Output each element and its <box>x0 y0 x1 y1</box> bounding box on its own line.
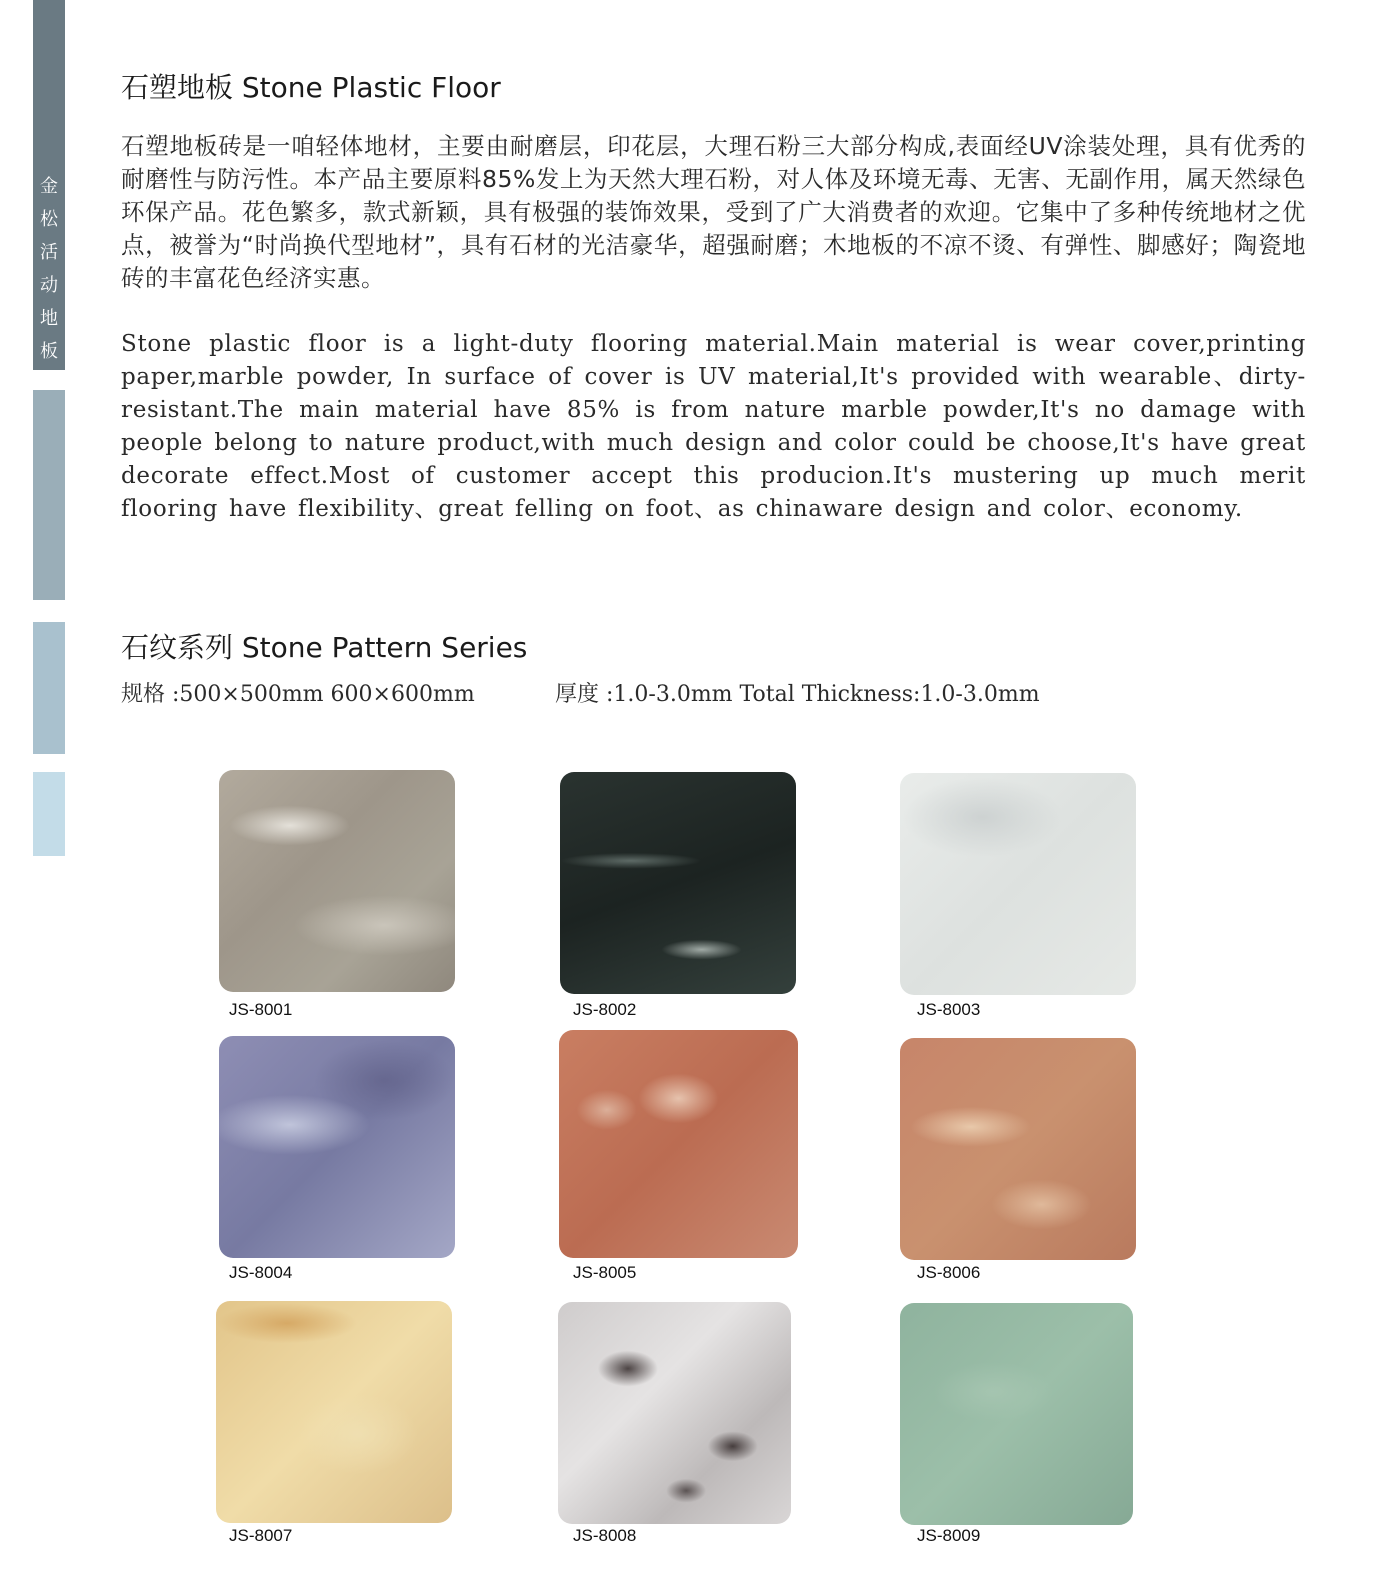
tile-code: JS-8004 <box>229 1263 293 1282</box>
brand-char: 松 <box>40 209 58 230</box>
sidebar-bar-quaternary <box>33 772 65 856</box>
brand-char: 地 <box>40 308 58 329</box>
brand-char: 金 <box>40 176 58 197</box>
tile-swatch <box>219 1036 455 1258</box>
tile-swatch <box>219 770 455 992</box>
tile-swatch <box>900 773 1136 995</box>
sidebar-bar-primary <box>33 0 65 370</box>
description-chinese: 石塑地板砖是一咱轻体地材，主要由耐磨层，印花层，大理石粉三大部分构成,表面经UV涂装处理，具有优秀的耐磨性与防污性。本产品主要原料85%发上为天然大理石粉，对人体及环境无毒、无害、无副作用，属天然绿色环保产品。花色繁多，款式新颖，具有极强的装饰效果，受到了广大消费者的欢迎。它集中了多种传统地材之优点，被誉为“时尚换代型地材”，具有石材的光洁豪华，超强耐磨；木地板的不凉不烫、有弹性、脚感好；陶瓷地砖的丰富花色经济实惠。 <box>121 132 1306 292</box>
tile-swatch <box>216 1301 452 1523</box>
description-english: Stone plastic floor is a light-duty flooring material.Main material is wear cover,printing paper,marble powder, In surface of cover is UV material,It's provided with wearable、dirty-resistant.The main material have 85% is from nature marble powder,It's no damage with people belong to nature product,with much design and color could be choose,It's have great decorate effect.Most of customer accept this producion.It's mustering up much merit flooring have flexibility、great felling on foot、as chinaware design and color、economy. <box>121 331 1306 522</box>
brand-char: 板 <box>40 341 58 362</box>
sidebar-bar-secondary <box>33 390 65 600</box>
tile-code: JS-8003 <box>917 1000 981 1019</box>
tile-code: JS-8006 <box>917 1263 981 1282</box>
tile-code: JS-8008 <box>573 1526 637 1545</box>
tile-swatch <box>900 1038 1136 1260</box>
spec-size: 规格 :500×500mm 600×600mm <box>121 682 475 707</box>
tile-code: JS-8001 <box>229 1000 293 1019</box>
tile-swatch <box>558 1302 791 1524</box>
tile-code: JS-8002 <box>573 1000 637 1019</box>
sidebar-bar-tertiary <box>33 622 65 754</box>
brand-char: 动 <box>40 275 58 296</box>
tile-swatch <box>560 772 796 994</box>
tile-code: JS-8009 <box>917 1526 981 1545</box>
section-title-stone-plastic-floor: 石塑地板 Stone Plastic Floor <box>121 71 501 104</box>
brand-char: 活 <box>40 242 58 263</box>
tile-swatch <box>900 1303 1133 1525</box>
tile-code: JS-8007 <box>229 1526 293 1545</box>
brand-vertical-text <box>33 170 65 368</box>
tile-code: JS-8005 <box>573 1263 637 1282</box>
spec-thickness: 厚度 :1.0-3.0mm Total Thickness:1.0-3.0mm <box>555 682 1040 707</box>
tile-swatch <box>559 1030 798 1258</box>
section-title-stone-pattern-series: 石纹系列 Stone Pattern Series <box>121 631 528 664</box>
